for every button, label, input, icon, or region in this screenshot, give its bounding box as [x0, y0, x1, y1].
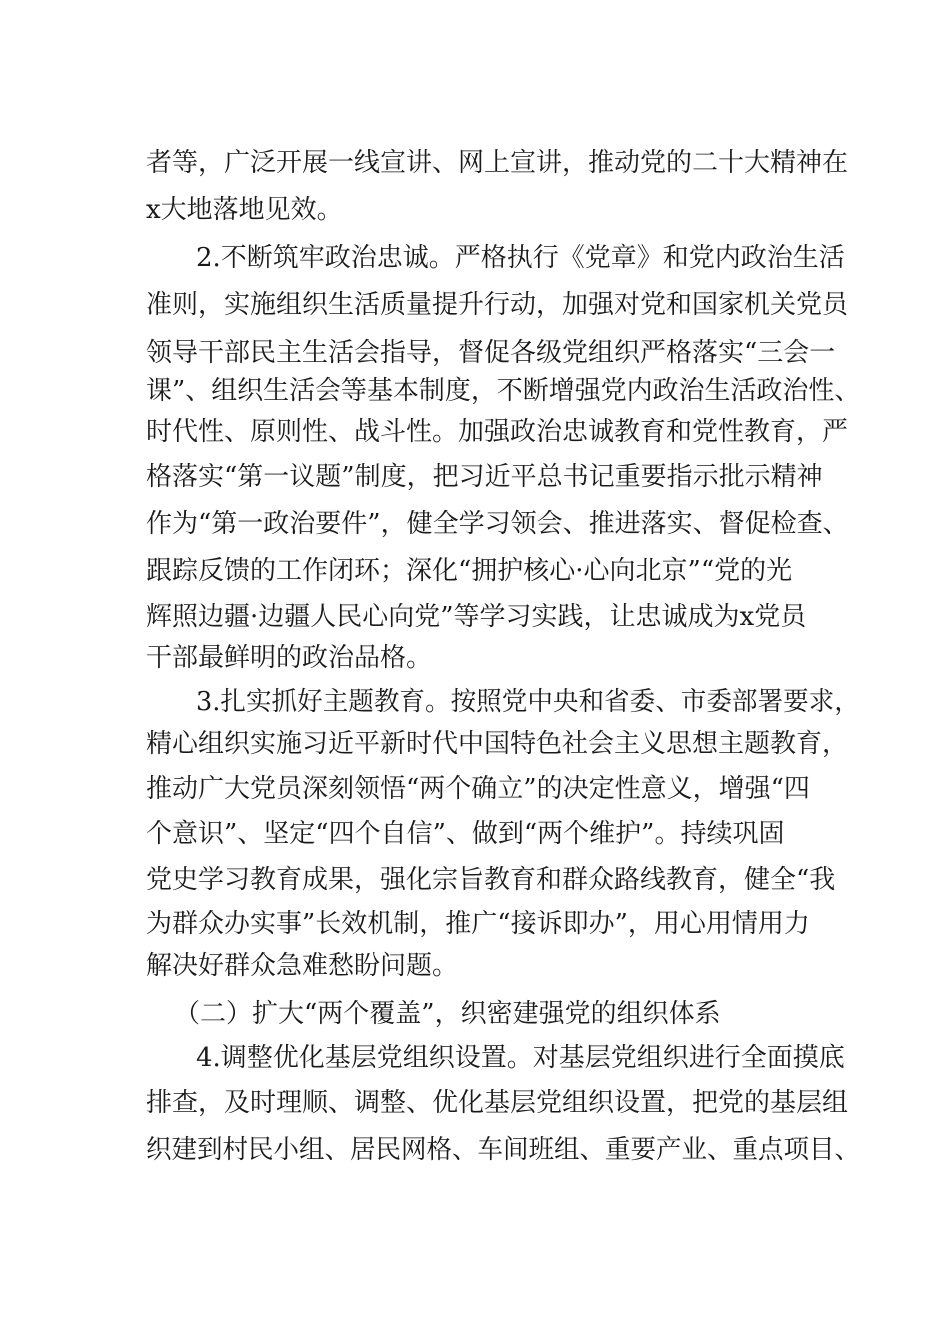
text-line-2: x大地落地见效。	[146, 195, 343, 225]
text-line-10: 跟踪反馈的工作闭环；深化“拥护核心·心向北京”“党的光	[146, 556, 793, 586]
section-heading: （二）扩大“两个覆盖”，织密建强党的组织体系	[174, 999, 721, 1029]
text-line-19: 解决好群众急难愁盼问题。	[146, 951, 459, 981]
paragraph-4-start: 4.调整优化基层党组织设置。对基层党组织进行全面摸底	[196, 1043, 845, 1073]
text-line-6: 课”、组织生活会等基本制度，不断增强党内政治生活政治性、	[146, 376, 861, 406]
text-line-11: 辉照边疆·边疆人民心向党”等学习实践，让忠诚成为x党员	[146, 602, 807, 632]
text-line-17: 党史学习教育成果，强化宗旨教育和群众路线教育，健全“我	[146, 865, 836, 895]
paragraph-2-start: 2.不断筑牢政治忠诚。严格执行《党章》和党内政治生活	[196, 243, 845, 273]
text-line-16: 个意识”、坚定“四个自信”、做到“两个维护”。持续巩固	[146, 819, 785, 849]
text-line-22: 排查，及时理顺、调整、优化基层党组织设置，把党的基层组	[146, 1088, 849, 1118]
text-line-14: 精心组织实施习近平新时代中国特色社会主义思想主题教育，	[146, 729, 849, 759]
text-line-8: 格落实“第一议题”制度，把习近平总书记重要指示批示精神	[146, 462, 823, 492]
text-line-7: 时代性、原则性、战斗性。加强政治忠诚教育和党性教育，严	[146, 417, 849, 447]
paragraph-3-start: 3.扎实抓好主题教育。按照党中央和省委、市委部署要求，	[196, 687, 860, 717]
text-line-5: 领导干部民主生活会指导，督促各级党组织严格落实“三会一	[146, 338, 836, 368]
text-line-4: 准则，实施组织生活质量提升行动，加强对党和国家机关党员	[146, 290, 849, 320]
text-line-12: 干部最鲜明的政治品格。	[146, 643, 433, 673]
text-line-23: 织建到村民小组、居民网格、车间班组、重要产业、重点项目、	[146, 1135, 861, 1165]
text-line-1: 者等，广泛开展一线宣讲、网上宣讲，推动党的二十大精神在	[146, 148, 849, 178]
text-line-18: 为群众办实事”长效机制，推广“接诉即办”，用心用情用力	[146, 909, 810, 939]
text-line-15: 推动广大党员深刻领悟“两个确立”的决定性意义，增强“四	[146, 774, 810, 804]
text-line-9: 作为“第一政治要件”，健全学习领会、推进落实、督促检查、	[146, 509, 849, 539]
